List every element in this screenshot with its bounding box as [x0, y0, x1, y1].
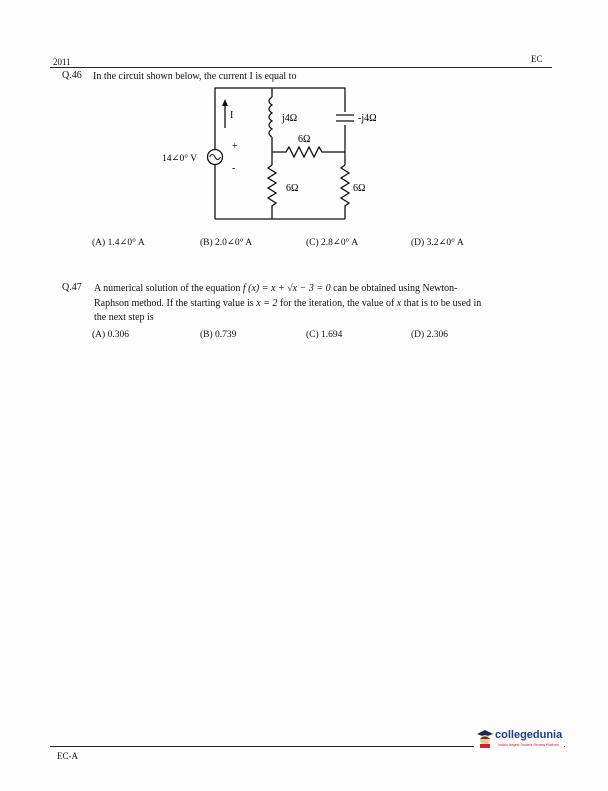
top-resistor-label: 6Ω [298, 134, 311, 145]
exam-year: 2011 [53, 57, 71, 67]
option-a: (A) 0.306 [92, 330, 129, 340]
logo-text: collegedunia [495, 729, 563, 741]
footer-code: EC-A [57, 751, 78, 761]
current-label: I [230, 110, 234, 121]
option-c: (C) 1.694 [306, 330, 343, 340]
paper-code: EC [531, 54, 543, 64]
collegedunia-logo [474, 726, 564, 752]
question-number: Q.46 [62, 70, 82, 81]
option-b: (B) 0.739 [200, 330, 237, 340]
right-resistor [341, 165, 349, 219]
option-a: (A) 1.4∠0° A [92, 238, 145, 248]
capacitor-plates [336, 115, 354, 121]
inductor-symbol [269, 97, 272, 137]
option-b: (B) 2.0∠0° A [200, 238, 253, 248]
student-mascot-icon [476, 728, 494, 748]
source-label: 14∠0° V [162, 154, 198, 164]
option-c: (C) 2.8∠0° A [306, 238, 359, 248]
current-arrow-head [222, 99, 228, 106]
capacitor-label: -j4Ω [358, 113, 377, 124]
logo-tagline: India's largest Student Review Platform [498, 743, 559, 747]
plus-sign: + [232, 141, 238, 152]
left-resistor-label: 6Ω [286, 183, 299, 194]
inductor-label: j4Ω [282, 113, 298, 124]
right-resistor-label: 6Ω [353, 183, 366, 194]
circuit-diagram [150, 82, 400, 232]
wire [272, 88, 345, 112]
wire [215, 88, 272, 219]
left-resistor [268, 165, 276, 219]
question-number: Q.47 [62, 282, 82, 293]
header-rule [50, 67, 552, 68]
question-text: A numerical solution of the equation f (x) = x + √x − 3 = 0 can be obtained using Newton- Raphson method. If the starting value is x = 2 for the iteration, the value of x that is to be used in the next step is [94, 283, 482, 323]
top-resistor [272, 147, 345, 157]
question-text: In the circuit shown below, the current I is equal to [93, 71, 297, 82]
minus-sign: - [232, 163, 236, 174]
option-d: (D) 2.306 [411, 330, 448, 340]
option-d: (D) 3.2∠0° A [411, 238, 464, 248]
